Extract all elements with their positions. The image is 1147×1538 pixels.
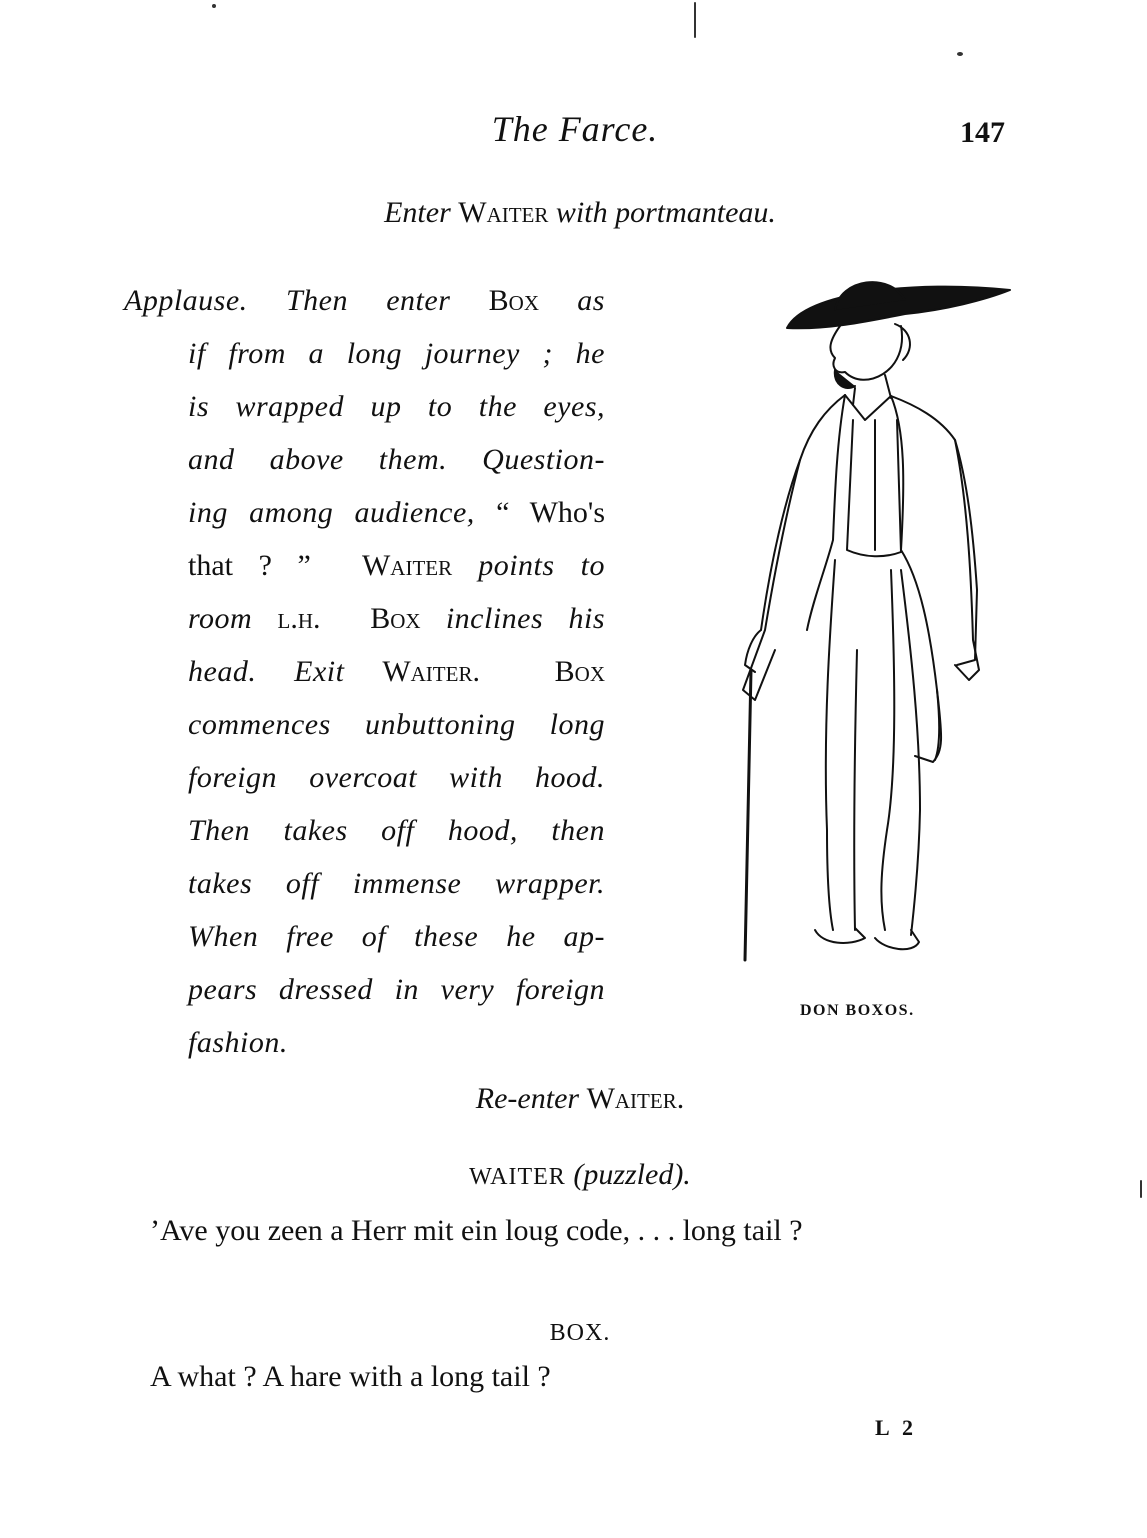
- speech-line-box: A what ? A hare with a long tail ?: [150, 1360, 551, 1393]
- left-leg: [826, 560, 835, 930]
- scan-speck: [1140, 1180, 1142, 1198]
- reenter-word: Re-enter: [475, 1082, 580, 1115]
- paragraph-segment: Box: [554, 655, 605, 688]
- paragraph-line: [188, 443, 605, 477]
- paragraph-segment: if from a long journey ; he: [188, 337, 605, 370]
- paragraph-segment: points to: [452, 549, 605, 582]
- speech-line-waiter: ’Ave you zeen a Herr mit ein loug code, . . . long tail ?: [150, 1214, 803, 1247]
- paragraph-segment: inclines his: [420, 602, 605, 635]
- paragraph-segment: and above them. Question-: [188, 443, 605, 476]
- paragraph-segment: ing among audience,: [188, 496, 497, 529]
- reenter-name: Waiter.: [586, 1082, 685, 1115]
- speaker-heading-box: [150, 1314, 1010, 1348]
- left-foot: [815, 928, 865, 943]
- face: [830, 326, 902, 380]
- reenter-direction: [150, 1082, 1010, 1116]
- scan-speck: [957, 52, 963, 56]
- paragraph-line: [188, 973, 605, 1007]
- running-title: The Farce.: [491, 109, 659, 149]
- speaker-heading-waiter: [150, 1158, 1010, 1192]
- paragraph-line: [188, 549, 605, 583]
- page-number: 147: [960, 116, 1005, 149]
- speaker-direction: (puzzled).: [573, 1158, 691, 1191]
- paragraph-segment: Waiter: [361, 549, 453, 582]
- paragraph-line: [188, 337, 605, 371]
- paragraph-line: [188, 602, 605, 636]
- speaker-name: WAITER: [469, 1164, 566, 1190]
- enter-word: Enter: [384, 196, 451, 229]
- paragraph-segment: [480, 655, 555, 688]
- paragraph-line: [188, 867, 605, 901]
- paragraph-line: [188, 761, 605, 795]
- with-portmanteau: with portmanteau.: [555, 196, 776, 229]
- right-leg: [881, 570, 894, 930]
- paragraph-line: [188, 655, 605, 689]
- scan-speck: [694, 2, 696, 38]
- paragraph-segment: that ? ”: [188, 549, 362, 582]
- paragraph-segment: Then takes off hood, then: [188, 814, 605, 847]
- speaker-name: BOX.: [549, 1320, 611, 1346]
- paragraph-segment: as: [539, 284, 605, 317]
- paragraph-segment: “ Who's: [496, 496, 606, 529]
- paragraph-segment: takes off immense wrapper.: [188, 867, 605, 900]
- paragraph-line: [188, 814, 605, 848]
- scan-speck: [212, 4, 216, 8]
- paragraph-line: [188, 390, 605, 424]
- waiter-name: Waiter: [458, 196, 549, 229]
- cane: [745, 670, 751, 960]
- stage-direction-enter: [150, 196, 1010, 230]
- paragraph-segment: head. Exit: [188, 655, 383, 688]
- paragraph-segment: is wrapped up to the eyes,: [188, 390, 605, 423]
- paragraph-segment: pears dressed in very foreign: [188, 973, 605, 1006]
- paragraph-segment: Waiter.: [382, 655, 480, 688]
- paragraph-segment: [321, 602, 371, 635]
- signature-mark: L 2: [875, 1415, 917, 1440]
- paragraph-line: [188, 708, 605, 742]
- paragraph-segment: Box: [488, 284, 540, 317]
- paragraph-segment: room: [188, 602, 278, 635]
- paragraph-segment: When free of these he ap-: [188, 920, 605, 953]
- paragraph-line: [188, 1026, 288, 1060]
- paragraph-line: [124, 284, 605, 318]
- paragraph-segment: foreign overcoat with hood.: [188, 761, 605, 794]
- paragraph-segment: Applause. Then enter: [124, 284, 489, 317]
- paragraph-segment: Box: [370, 602, 421, 635]
- don-boxos-illustration: [715, 270, 1015, 970]
- paragraph-segment: commences unbuttoning long: [188, 708, 605, 741]
- right-foot: [875, 930, 919, 949]
- coat-right: [891, 396, 977, 665]
- paragraph-line: [188, 920, 605, 954]
- illustration-caption: DON BOXOS.: [800, 1002, 915, 1019]
- paragraph-segment: l.h.: [277, 602, 321, 635]
- paragraph-line: [188, 496, 605, 530]
- paragraph-segment: fashion.: [188, 1026, 288, 1059]
